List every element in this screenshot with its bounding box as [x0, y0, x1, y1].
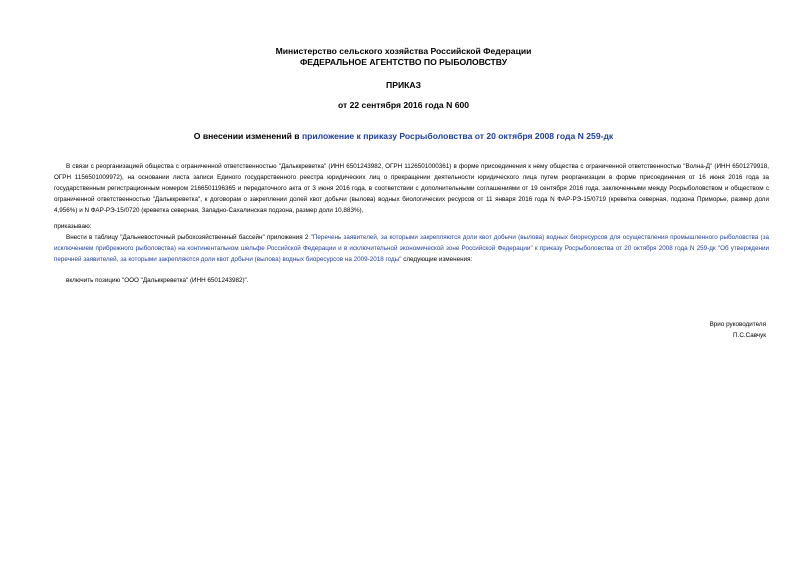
ministry-name: Министерство сельского хозяйства Российской Федерации	[275, 46, 532, 56]
signatory-name: П.С.Савчук	[733, 332, 766, 339]
preamble-paragraph: В связи с реорганизацией общества с ограниченной ответственностью "Дальккреветка" (ИНН 6501243982, ОГРН 1126501000361) в форме присоединения к нему общества с ограниченной ответственностью "Волна-Д" (ИНН 6501279918, ОГРН 1156501009972), на основании листа записи Единого государственного реестра юридических лиц о прекращении деятельности юридического лица путем реорганизации в форме присоединения от 16 июня 2016 года за государственным регистрационным номером 2166501196365 и передаточного акта от 3 июня 2016 года, в соответствии с дополнительными соглашениями от 19 сентября 2016 года, заключенными между Росрыболовством и обществом с ограниченной ответственностью "Дальккреветка", к договорам о закреплении долей квот добычи (вылова) водных биологических ресурсов от 11 января 2016 года N ФАР-РЭ-15/0719 (креветка северная, подзона Приморье, размер доли 4,956%) и N ФАР-РЭ-15/0720 (креветка северная, Западно-Сахалинская подзона, размер доли 10,883%),	[54, 163, 769, 214]
amendment-paragraph	[54, 232, 769, 265]
agency-name: ФЕДЕРАЛЬНОЕ АГЕНТСТВО ПО РЫБОЛОВСТВУ	[299, 57, 508, 67]
amendment-text-end: следующие изменения:	[401, 256, 473, 263]
order-subject	[0, 131, 807, 142]
order-title: ПРИКАЗ	[386, 80, 421, 90]
ordered-label: приказываю:	[54, 223, 92, 230]
signatory-position: Врио руководителя	[709, 321, 766, 328]
signature-block	[710, 319, 766, 341]
order-date-number: от 22 сентября 2016 года N 600	[337, 100, 470, 110]
include-position: включить позицию "ООО "Дальккреветка" (ИНН 6501243982)".	[66, 277, 249, 284]
document-header	[0, 46, 807, 68]
subject-prefix: О внесении изменений в	[193, 131, 302, 141]
subject-link[interactable]: приложение к приказу Росрыболовства от 20 октября 2008 года N 259-дк	[301, 131, 614, 141]
amendment-text-start: Внести в таблицу "Дальневосточный рыбохозяйственный бассейн" приложения 2	[66, 234, 311, 241]
amendment-link[interactable]: "Перечень заявителей, за которыми закрепляются доли квот добычи (вылова) водных биоресурсов для осуществления промышленного рыболовства (за исключением прибрежного рыболовства) на континентальном шельфе Российской Федерации и в исключительной экономической зоне Российской Федерации" к приказу Росрыболовства от 20 октября 2008 года N 259-дк "Об утверждении перечней заявителей, за которыми закрепляются доли квот добычи (вылова) водных биоресурсов на 2009-2018 годы"	[54, 234, 769, 263]
